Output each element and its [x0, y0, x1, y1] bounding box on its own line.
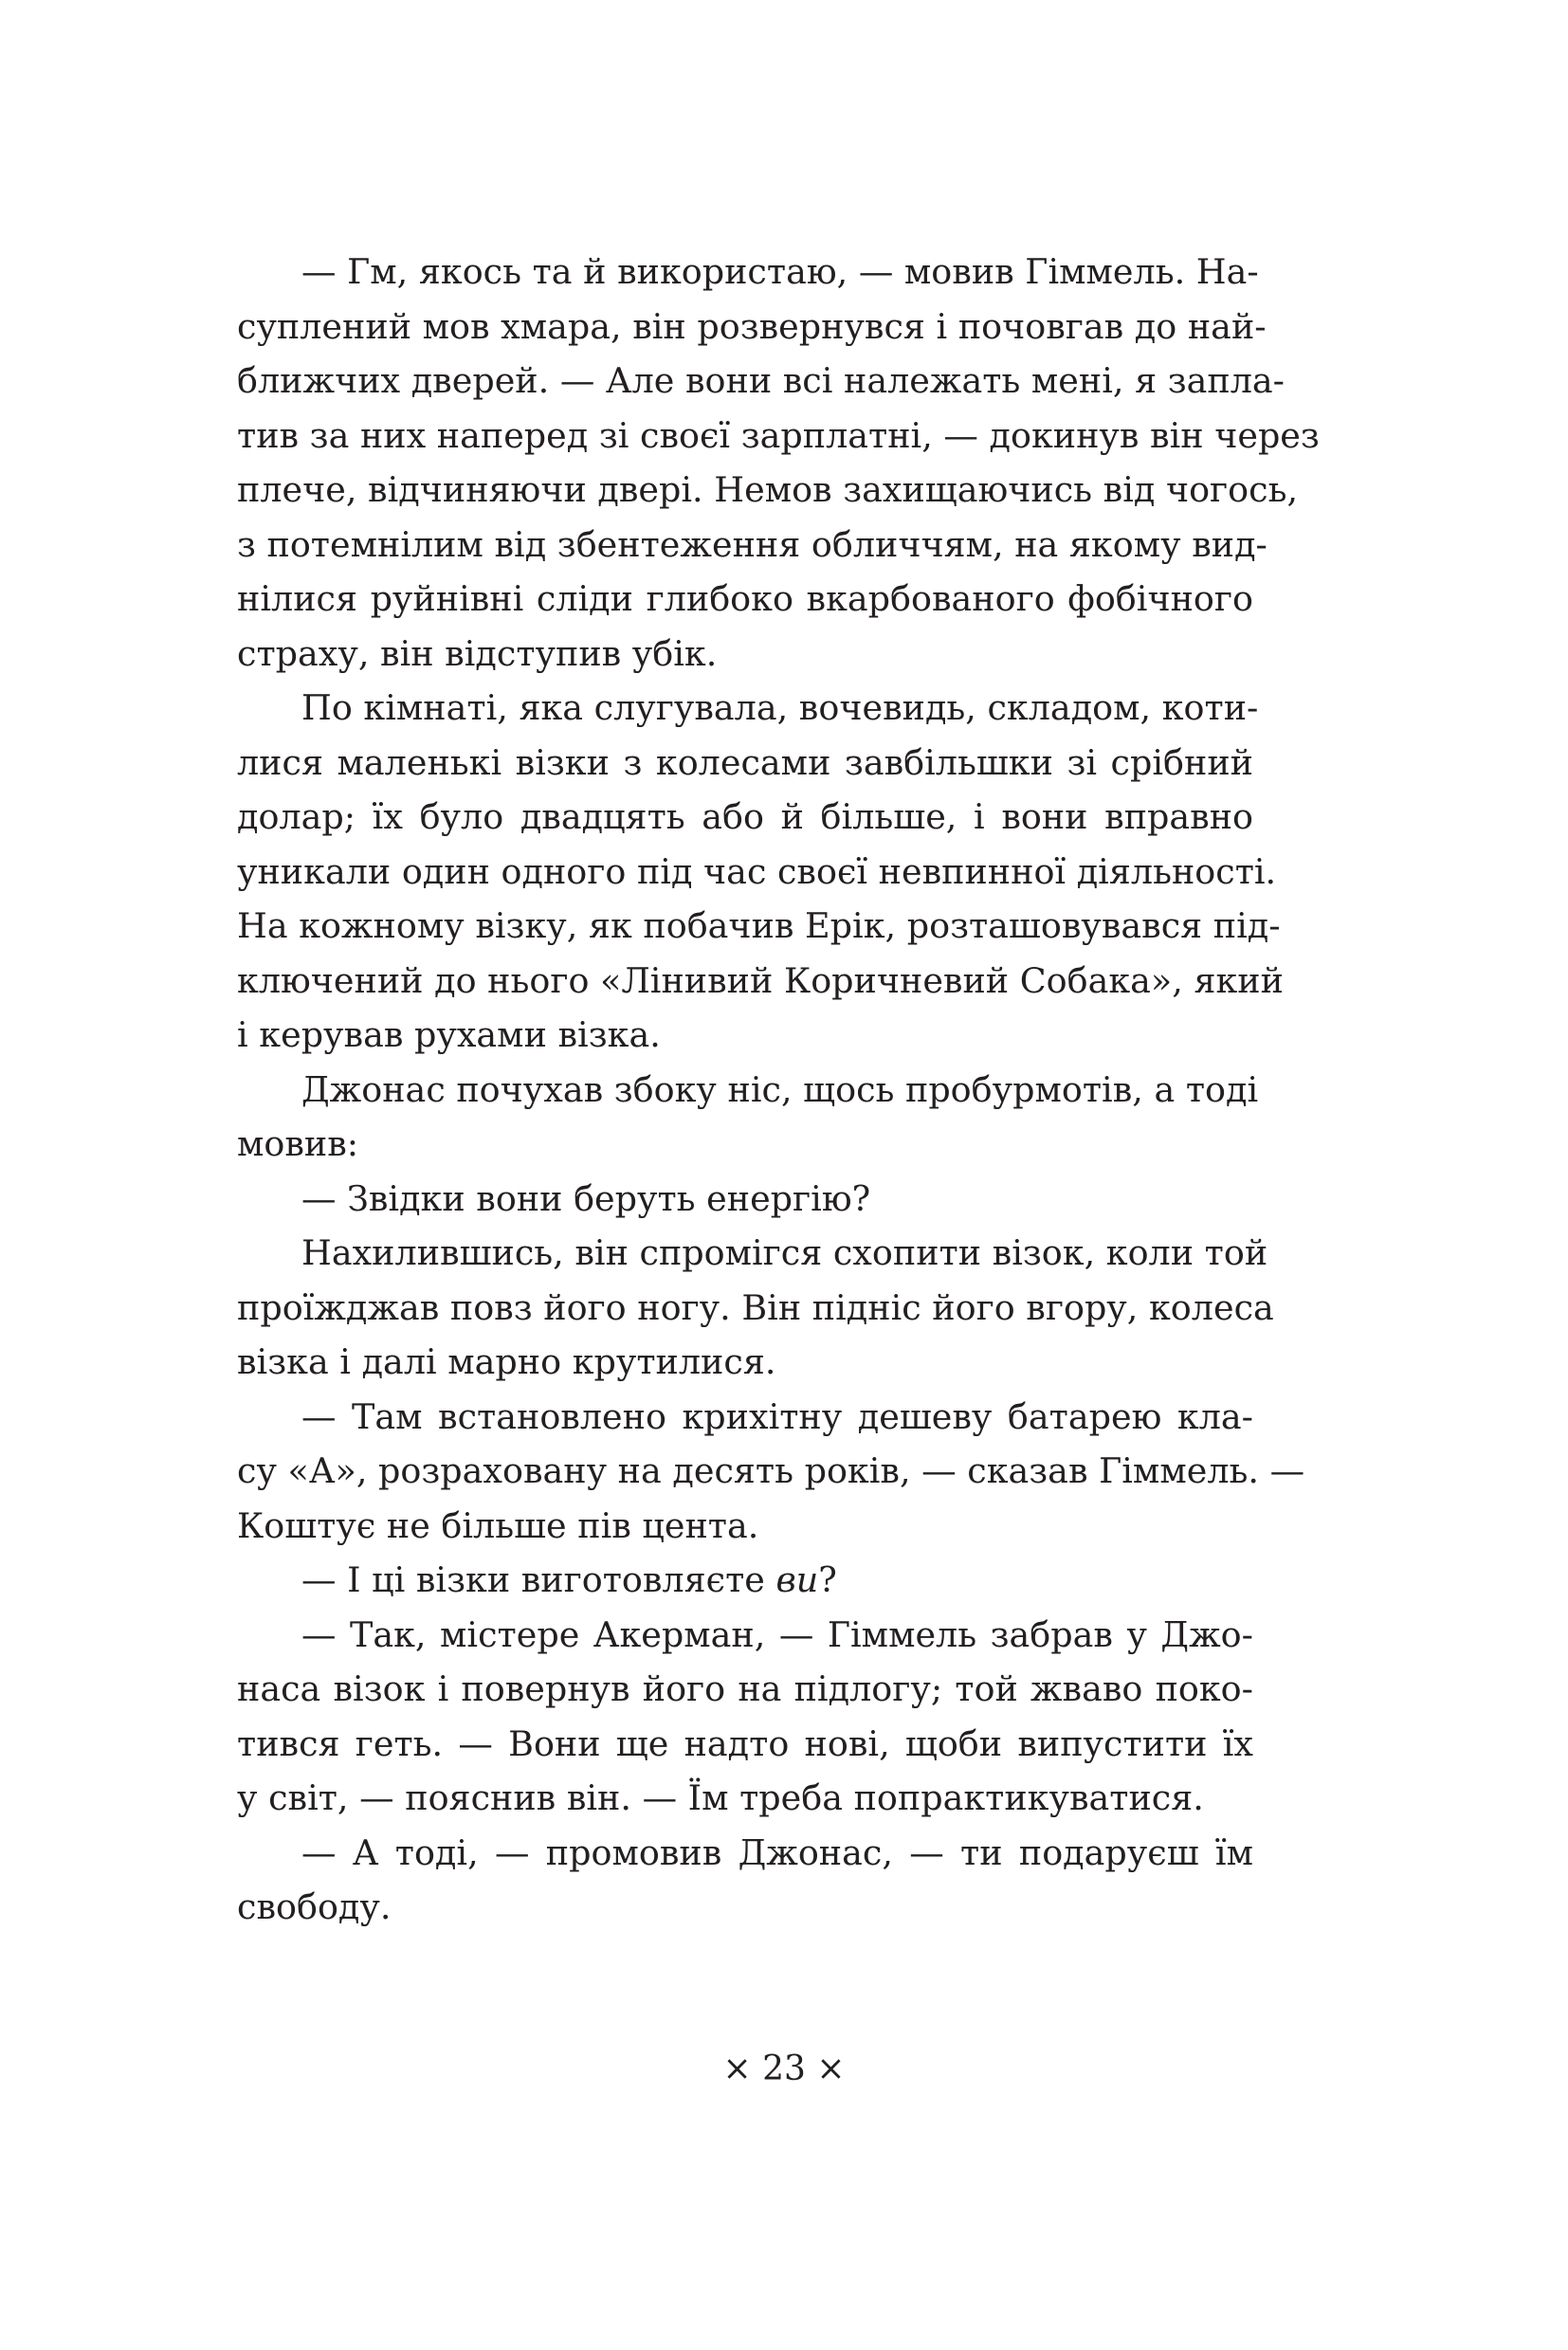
text-line: По кімнаті, яка слугувала, вочевидь, складом, коти- [301, 687, 1259, 728]
text-line: Нахилившись, він спромігся схопити візок, коли той [301, 1232, 1268, 1273]
text-segment: — І ці візки виготовляєте [301, 1559, 776, 1600]
text-segment: ? [818, 1559, 837, 1600]
text-line: ключений до нього «Лінивий Коричневий Собака», який [237, 959, 1284, 1001]
text-line: свободу. [237, 1886, 392, 1927]
text-line: долар; їх було двадцять або й більше, і вони вправно [237, 796, 1253, 837]
text-line: лися маленькі візки з колесами завбільшки зі срібний [237, 741, 1253, 783]
text-line: суплений мов хмара, він розвернувся і почовгав до най- [237, 305, 1267, 347]
text-line: — А тоді, — промовив Джонас, — ти подаруєш їм [301, 1831, 1253, 1873]
text-line: су «А», розраховану на десять років, — сказав Гіммель. — [237, 1450, 1305, 1491]
text-line: візка і далі марно крутилися. [237, 1341, 776, 1382]
page-number: × 23 × [722, 2049, 846, 2088]
text-line: — Там встановлено крихітну дешеву батарею кла- [301, 1395, 1253, 1437]
text-line: — Гм, якось та й використаю, — мовив Гіммель. На- [301, 251, 1259, 292]
body-text [237, 245, 1320, 1935]
text-line: проїжджав повз його ногу. Він підніс його вгору, колеса [237, 1286, 1274, 1328]
text-line: наса візок і повернув його на підлогу; той жваво поко- [237, 1668, 1253, 1709]
text-line: з потемнілим від збентеження обличчям, на якому вид- [237, 523, 1267, 565]
text-line: Коштує не більше пів цента. [237, 1504, 759, 1546]
text-line: і керував рухами візка. [237, 1014, 661, 1055]
text-line: мовив: [237, 1123, 359, 1164]
text-line: плече, відчиняючи двері. Немов захищаючись від чогось, [237, 469, 1299, 510]
text-line: страху, він відступив убік. [237, 632, 718, 674]
text-line: — Звідки вони беруть енергію? [301, 1177, 871, 1219]
text-line: ближчих дверей. — Але вони всі належать мені, я запла- [237, 360, 1285, 401]
text-line: тив за них наперед зі своєї зарплатні, — докинув він через [237, 414, 1320, 456]
text-line: — Так, містере Акерман, — Гіммель забрав у Джо- [301, 1613, 1253, 1655]
text-line: нілися руйнівні сліди глибоко вкарбованого фобічного [237, 578, 1253, 619]
text-line: тився геть. — Вони ще надто нові, щоби випустити їх [237, 1722, 1253, 1764]
emphasized-word: ви [775, 1559, 819, 1600]
text-line [237, 1553, 1253, 1608]
text-line: у світ, — пояснив він. — Їм треба попрактикуватися. [237, 1777, 1204, 1818]
text-line: уникали один одного під час своєї невпинної діяльності. [237, 850, 1277, 892]
text-line: Джонас почухав збоку ніс, щось пробурмотів, а тоді [301, 1068, 1259, 1110]
text-line: На кожному візку, як побачив Ерік, розташовувався під- [237, 905, 1281, 946]
